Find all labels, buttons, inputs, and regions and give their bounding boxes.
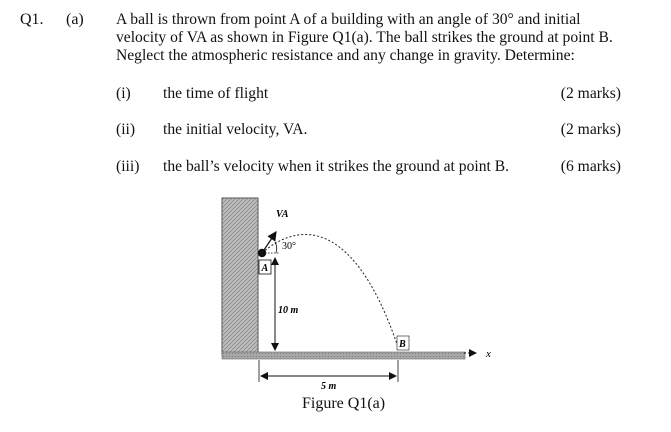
question-number: Q1.	[20, 11, 44, 28]
question-part: (a)	[66, 11, 84, 28]
question-stem	[116, 11, 626, 65]
subpart-iii	[116, 158, 621, 178]
subpart-text: the ball’s velocity when it strikes the ground at point B.	[163, 158, 510, 175]
stem-line-2: velocity of VA as shown in Figure Q1(a). The ball strikes the ground at point B.	[116, 29, 613, 46]
subpart-number: (ii)	[116, 121, 136, 138]
projectile-figure	[180, 190, 510, 395]
height-label: 10 m	[278, 305, 299, 316]
x-axis-label: x	[486, 348, 491, 360]
building-wall	[222, 198, 258, 355]
subpart-text: the initial velocity, VA.	[163, 121, 308, 138]
angle-label: 30°	[282, 241, 296, 252]
velocity-label: VA	[276, 209, 289, 220]
subpart-text: the time of flight	[163, 85, 269, 102]
subpart-marks: (6 marks)	[560, 158, 621, 175]
subpart-marks: (2 marks)	[560, 121, 621, 138]
ground	[222, 352, 465, 359]
ball	[258, 249, 266, 257]
subpart-ii	[116, 121, 621, 141]
point-b-label: B	[399, 339, 406, 350]
point-a-label: A	[261, 263, 269, 274]
distance-label: 5 m	[321, 381, 337, 392]
subpart-number: (i)	[116, 85, 131, 102]
subpart-marks: (2 marks)	[560, 85, 621, 102]
figure-caption: Figure Q1(a)	[302, 395, 386, 412]
stem-line-3: Neglect the atmospheric resistance and any change in gravity. Determine:	[116, 47, 575, 64]
subpart-i	[116, 85, 621, 105]
stem-line-1: A ball is thrown from point A of a building with an angle of 30° and initial	[116, 11, 581, 28]
subpart-number: (iii)	[116, 158, 140, 175]
